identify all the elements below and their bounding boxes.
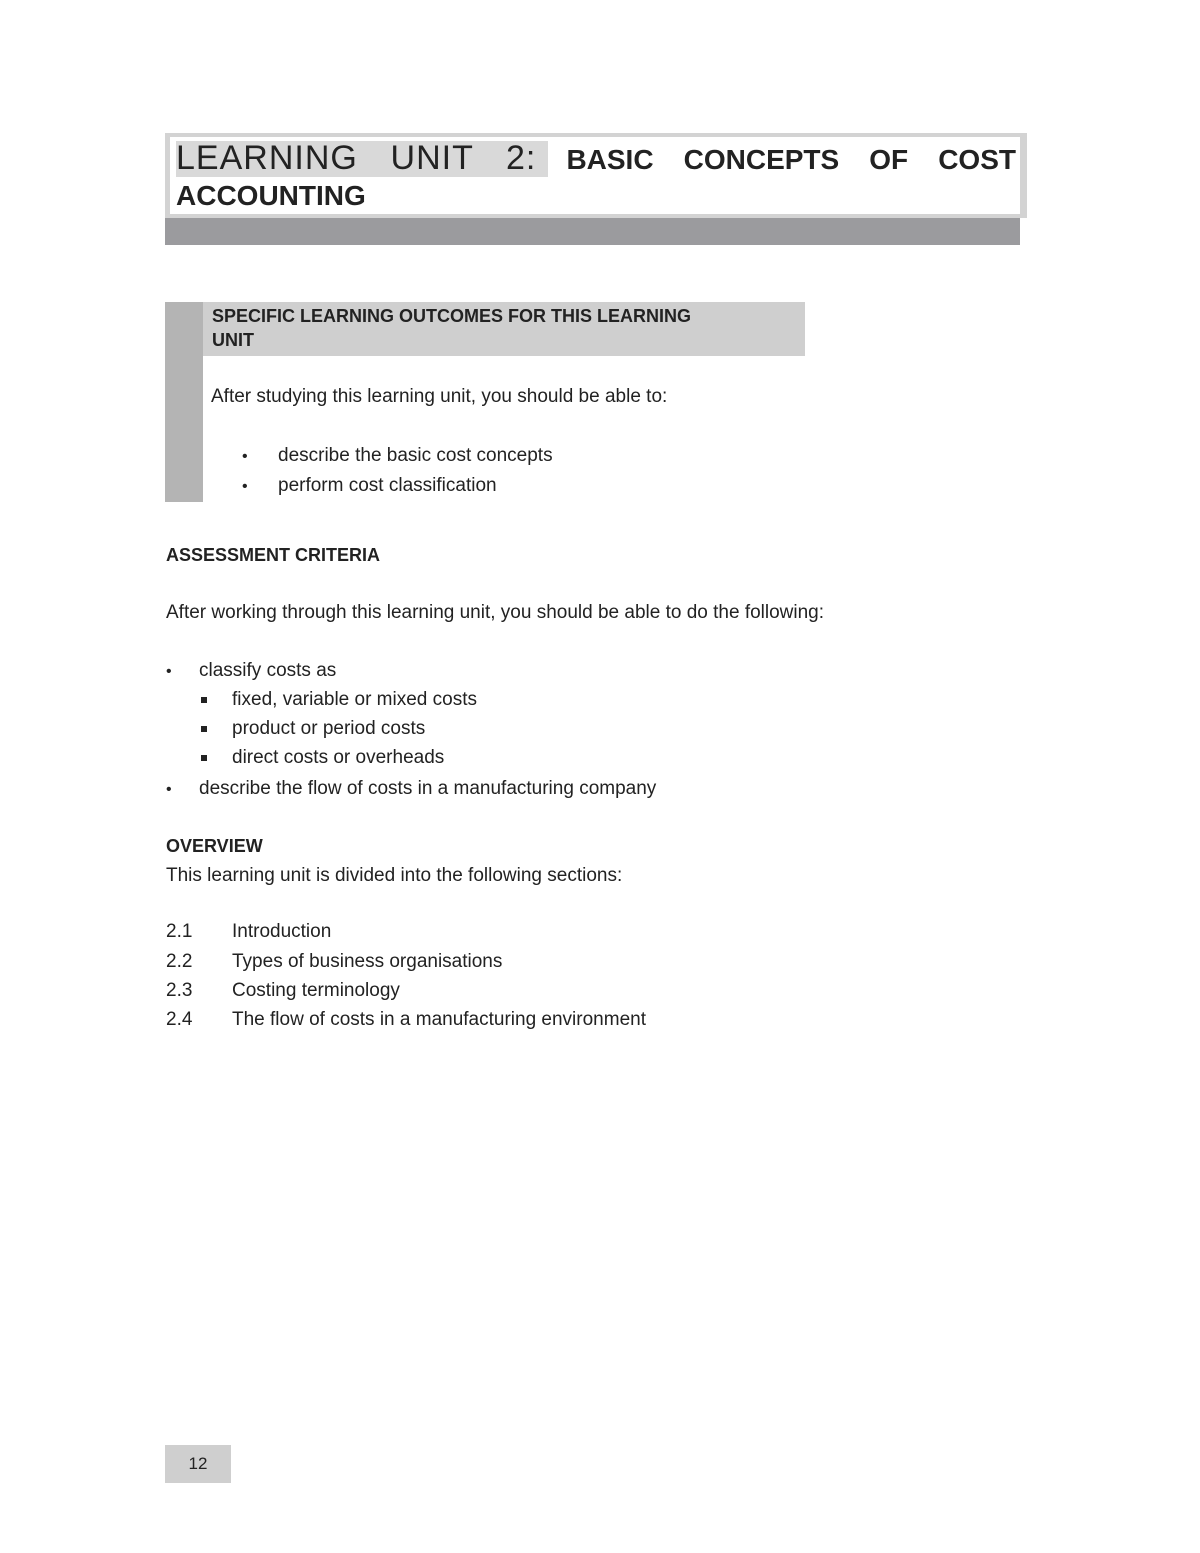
section-number: 2.1	[166, 921, 193, 942]
section-title: Costing terminology	[232, 980, 400, 1001]
unit-title-label: LEARNING UNIT 2:	[176, 139, 537, 177]
criteria-subitem: direct costs or overheads	[232, 747, 445, 768]
bullet-icon: •	[242, 448, 248, 465]
unit-title-box	[170, 137, 1020, 214]
criteria-subitem: product or period costs	[232, 718, 426, 739]
criteria-subitem: fixed, variable or mixed costs	[232, 689, 477, 710]
outcomes-heading-line2: UNIT	[212, 330, 254, 350]
outcome-item: describe the basic cost concepts	[278, 445, 553, 466]
square-bullet-icon	[201, 697, 207, 703]
section-title: Introduction	[232, 921, 332, 942]
unit-title-topic: BASIC CONCEPTS OF COST	[566, 144, 1016, 175]
section-title: The flow of costs in a manufacturing environment	[232, 1009, 646, 1030]
section-number: 2.2	[166, 951, 193, 972]
square-bullet-icon	[201, 755, 207, 761]
page-number: 12	[165, 1445, 231, 1483]
title-underbar	[165, 218, 1020, 245]
section-number: 2.3	[166, 980, 193, 1001]
outcomes-side-bar	[165, 302, 203, 502]
square-bullet-icon	[201, 726, 207, 732]
outcome-item: perform cost classification	[278, 475, 497, 496]
criteria-item: classify costs as	[199, 660, 337, 681]
unit-title	[176, 140, 1016, 214]
assessment-intro: After working through this learning unit, you should be able to do the following:	[166, 602, 825, 623]
outcomes-intro: After studying this learning unit, you should be able to:	[211, 386, 668, 407]
section-number: 2.4	[166, 1009, 193, 1030]
overview-intro: This learning unit is divided into the following sections:	[166, 865, 623, 886]
criteria-item: describe the flow of costs in a manufacturing company	[199, 778, 657, 799]
outcomes-heading-line1: SPECIFIC LEARNING OUTCOMES FOR THIS LEARNING	[212, 306, 692, 326]
bullet-icon: •	[242, 478, 248, 495]
outcomes-heading	[203, 302, 805, 356]
bullet-icon: •	[166, 781, 172, 798]
assessment-heading: ASSESSMENT CRITERIA	[166, 545, 381, 565]
unit-title-topic-cont: ACCOUNTING	[176, 180, 366, 211]
overview-heading: OVERVIEW	[166, 836, 263, 856]
unit-title-frame	[165, 133, 1027, 218]
section-title: Types of business organisations	[232, 951, 503, 972]
bullet-icon: •	[166, 663, 172, 680]
